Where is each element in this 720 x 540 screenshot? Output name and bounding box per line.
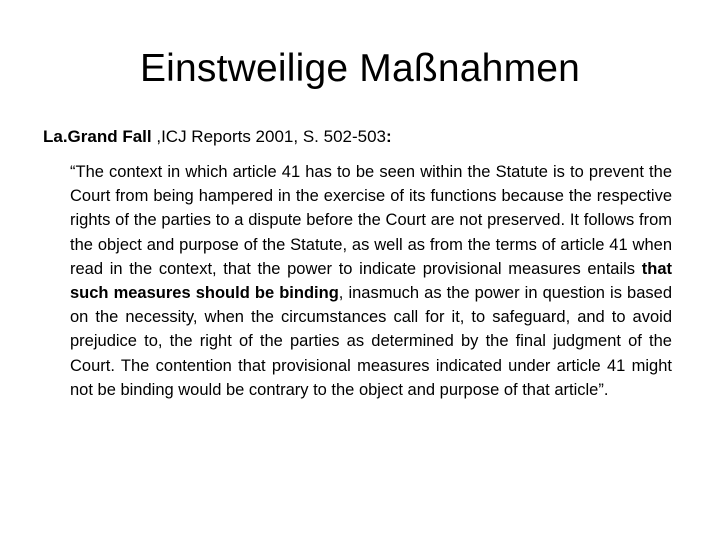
case-name: La.Grand Fall <box>43 127 152 146</box>
court-quote <box>70 160 672 402</box>
citation-source: ,ICJ Reports 2001, S. 502-503 <box>151 127 386 146</box>
quote-emphasis: that such measures should be binding <box>70 259 672 303</box>
slide-title: Einstweilige Maßnahmen <box>139 47 581 90</box>
case-citation <box>43 126 683 148</box>
citation-colon: : <box>386 127 392 146</box>
quote-text-part-1: “The context in which article 41 has to be seen within the Statute is to prevent the Court from being hampered in the exercise of its functions because the respective rights of the parties to a dispute before the Court are not preserved. It follows from the object and purpose of the Statute, as well as from the terms of article 41 when read in the context, that the power to indicate provisional measures entails <box>70 163 672 278</box>
quote-text-part-2: , inasmuch as the power in question is based on the necessity, when the circumstances call for it, to safeguard, and to avoid prejudice to, the right of the parties as determined by the final judgment of the Court. The contention that provisional measures indicated under article 41 might not be binding would be contrary to the object and purpose of that article”. <box>70 284 673 399</box>
